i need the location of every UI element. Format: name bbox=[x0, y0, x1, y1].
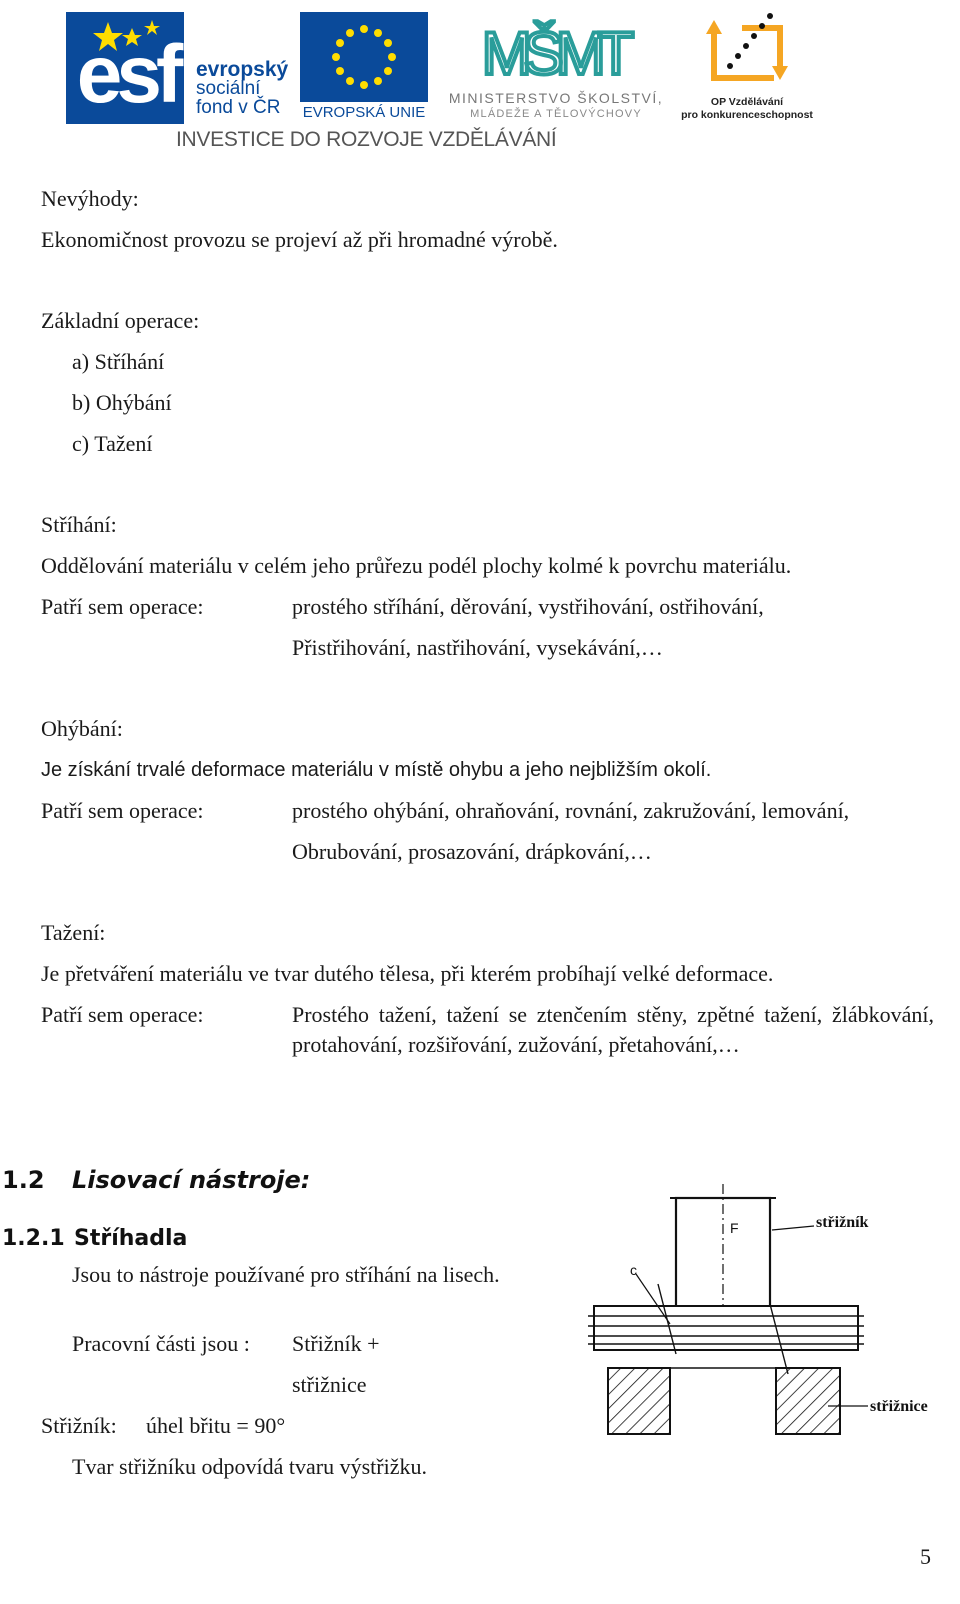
msmt-logo bbox=[438, 12, 674, 124]
svg-text:MŠMT: MŠMT bbox=[481, 20, 627, 87]
esf-letters: esf bbox=[76, 29, 178, 120]
force-label: F bbox=[730, 1220, 739, 1236]
op-line2: pro konkurenceschopnost bbox=[681, 109, 813, 121]
subsection-title: Stříhadla bbox=[74, 1226, 188, 1251]
msmt-line1: MINISTERSTVO ŠKOLSTVÍ, bbox=[448, 90, 664, 106]
msmt-line2: MLÁDEŽE A TĚLOVÝCHOVY bbox=[470, 108, 642, 120]
bending-ops-line2: Obrubování, prosazování, drápkování,… bbox=[292, 839, 652, 864]
op-text bbox=[674, 96, 820, 122]
bending-ops-line1: prostého ohýbání, ohraňování, rovnání, zakružování, lemování, bbox=[292, 798, 850, 823]
eu-stars-icon bbox=[300, 12, 428, 102]
subsection-number: 1.2.1 bbox=[2, 1226, 65, 1251]
subsection-intro: Jsou to nástroje používané pro stříhání na lisech. bbox=[72, 1262, 500, 1287]
basic-operations-heading: Základní operace: bbox=[41, 308, 200, 333]
bending-heading: Ohýbání: bbox=[41, 716, 123, 741]
list-item bbox=[72, 390, 172, 416]
esf-line3: fond v ČR bbox=[196, 97, 281, 118]
eu-logo bbox=[296, 12, 430, 124]
drawing-definition: Je přetváření materiálu ve tvar dutého tělesa, při kterém probíhají velké deformace. bbox=[41, 961, 774, 986]
die-caption: střižnice bbox=[870, 1398, 928, 1415]
disadvantages-text: Ekonomičnost provozu se projeví až při hromadné výrobě. bbox=[41, 227, 558, 252]
section-number: 1.2 bbox=[2, 1166, 45, 1194]
esf-text bbox=[196, 60, 288, 117]
parts-label: Pracovní části jsou : bbox=[72, 1331, 250, 1356]
parts-line1: Střižník + bbox=[292, 1331, 380, 1356]
op-logo bbox=[674, 8, 820, 124]
subsection-heading bbox=[2, 1226, 187, 1251]
punch-value: úhel břitu = 90° bbox=[146, 1413, 286, 1438]
esf-logo bbox=[66, 12, 292, 124]
drawing-heading: Tažení: bbox=[41, 920, 106, 945]
cutting-ops-label: Patří sem operace: bbox=[41, 594, 204, 619]
eu-flag bbox=[300, 12, 428, 102]
parts-line2: střižnice bbox=[292, 1372, 367, 1397]
drawing-ops-label: Patří sem operace: bbox=[41, 1002, 204, 1027]
list-marker: a) bbox=[72, 349, 90, 374]
punch-caption: střižník bbox=[816, 1214, 869, 1231]
section-title: Lisovací nástroje: bbox=[72, 1166, 311, 1194]
shape-text: Tvar střižníku odpovídá tvaru výstřižku. bbox=[72, 1454, 427, 1479]
bending-definition: Je získání trvalé deformace materiálu v místě ohybu a jeho nejbližším okolí. bbox=[41, 759, 712, 781]
tagline: INVESTICE DO ROZVOJE VZDĚLÁVÁNÍ bbox=[176, 128, 557, 151]
punch-label: Střižník: bbox=[41, 1413, 117, 1438]
cutting-ops-line1: prostého stříhání, děrování, vystřihování, ostřihování, bbox=[292, 594, 764, 619]
list-label: Stříhání bbox=[94, 349, 165, 374]
disadvantages-heading: Nevýhody: bbox=[41, 186, 139, 211]
op-arrows-icon bbox=[702, 8, 794, 94]
msmt-mark-icon bbox=[481, 12, 627, 87]
list-marker: c) bbox=[72, 431, 90, 456]
cutting-heading: Stříhání: bbox=[41, 512, 117, 537]
eu-text: EVROPSKÁ UNIE bbox=[302, 104, 426, 121]
list-marker: b) bbox=[72, 390, 91, 415]
bending-ops-label: Patří sem operace: bbox=[41, 798, 204, 823]
cutting-ops-line2: Přistřihování, nastřihování, vysekávání,… bbox=[292, 635, 663, 660]
esf-line2: sociální bbox=[196, 78, 261, 99]
punch-die-figure bbox=[578, 1184, 942, 1450]
list-item bbox=[72, 431, 153, 457]
cutting-definition: Oddělování materiálu v celém jeho průřezu podél plochy kolmé k povrchu materiálu. bbox=[41, 553, 792, 578]
esf-line1: evropský bbox=[196, 58, 289, 81]
list-label: Ohýbání bbox=[95, 390, 172, 415]
list-item bbox=[72, 349, 164, 375]
page-number: 5 bbox=[920, 1544, 931, 1569]
list-label: Tažení bbox=[94, 431, 153, 456]
op-line1: OP Vzdělávání bbox=[710, 96, 784, 108]
clearance-label: c bbox=[630, 1262, 637, 1278]
section-heading bbox=[2, 1166, 310, 1194]
drawing-ops-text: Prostého tažení, tažení se ztenčením stěny, zpětné tažení, žlábkování, protahování, rozšiřování, zužování, přetahování,… bbox=[292, 1002, 934, 1057]
